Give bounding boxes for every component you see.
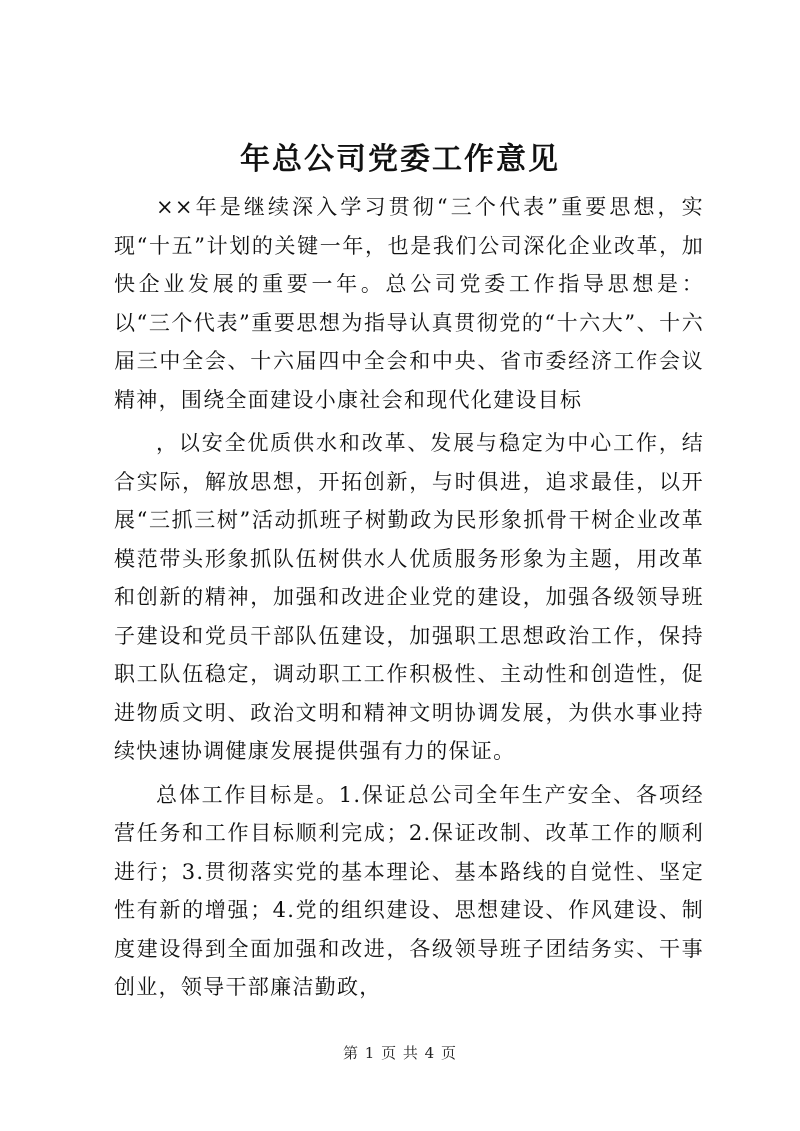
page-number-footer: 第 1 页 共 4 页: [343, 1044, 457, 1062]
paragraph-overall-goals: 总体工作目标是。1.保证总公司全年生产安全、各项经营任务和工作目标顺利完成；2.保证改制、改革工作的顺利进行；3.贯彻落实党的基本理论、基本路线的自觉性、坚定性有新的增强；4.党的组织建设、思想建设、作风建设、制度建设得到全面加强和改进，各级领导班子团结务实、干事创业，领导干部廉洁勤政，: [114, 782, 704, 999]
document-body: [114, 188, 704, 1012]
paragraph-central-work: ，以安全优质供水和改革、发展与稳定为中心工作，结合实际，解放思想，开拓创新，与时俱进，追求最佳，以开展“三抓三树”活动抓班子树勤政为民形象抓骨干树企业改革模范带头形象抓队伍树供水人优质服务形象为主题，用改革和创新的精神，加强和改进企业党的建设，加强各级领导班子建设和党员干部队伍建设，加强职工思想政治工作，保持职工队伍稳定，调动职工工作积极性、主动性和创造性，促进物质文明、政治文明和精神文明协调发展，为供水事业持续快速协调健康发展提供强有力的保证。: [114, 431, 704, 763]
paragraph-guiding-ideology: ××年是继续深入学习贯彻“三个代表”重要思想，实现“十五”计划的关键一年，也是我们公司深化企业改革，加快企业发展的重要一年。总公司党委工作指导思想是：以“三个代表”重要思想为指导认真贯彻党的“十六大”、十六届三中全会、十六届四中全会和中央、省市委经济工作会议精神，围绕全面建设小康社会和现代化建设目标: [114, 195, 704, 412]
document-title: 年总公司党委工作意见: [240, 142, 560, 177]
